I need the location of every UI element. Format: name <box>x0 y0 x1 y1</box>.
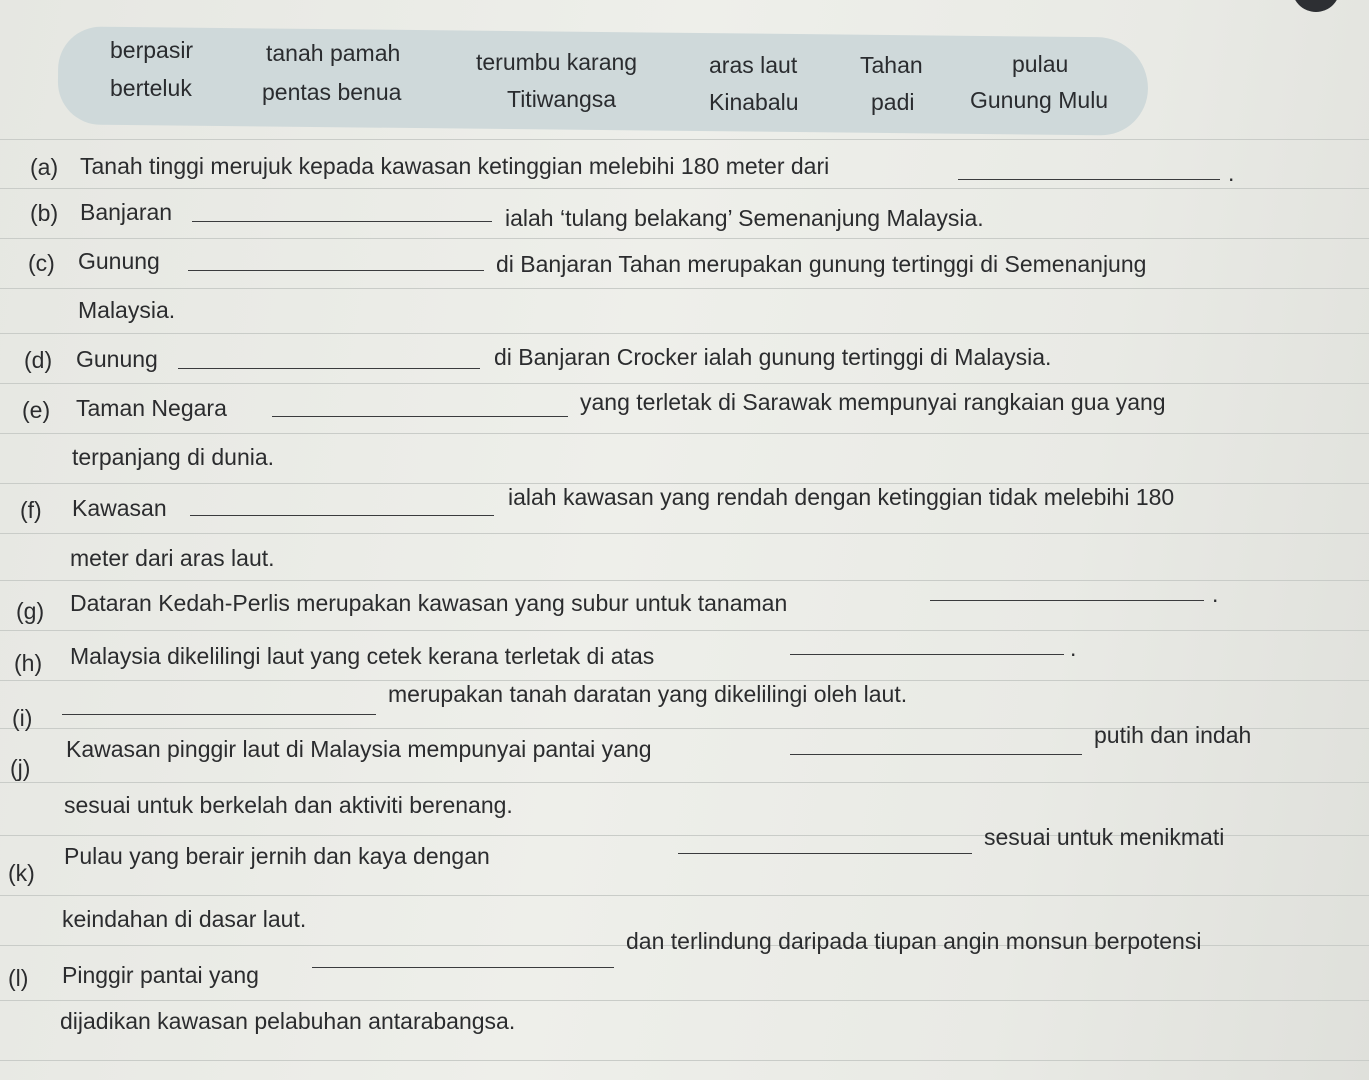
question-text: Kawasan pinggir laut di Malaysia mempunyai pantai yang <box>66 736 652 762</box>
question-text: Kawasan <box>72 495 167 521</box>
ruled-line <box>0 580 1369 581</box>
word-bank-item: aras laut <box>709 52 798 78</box>
answer-blank[interactable] <box>958 179 1220 180</box>
ruled-line <box>0 1060 1369 1061</box>
answer-blank[interactable] <box>62 714 376 715</box>
question-text: dijadikan kawasan pelabuhan antarabangsa. <box>60 1008 516 1034</box>
question-text: ialah ‘tulang belakang’ Semenanjung Malaysia. <box>505 205 984 231</box>
question-text: merupakan tanah daratan yang dikelilingi oleh laut. <box>388 681 908 707</box>
ruled-line <box>0 895 1369 896</box>
word-bank-box <box>58 26 1149 135</box>
question-text: . <box>1212 581 1219 607</box>
answer-blank[interactable] <box>790 654 1064 655</box>
question-text: di Banjaran Crocker ialah gunung tertinggi di Malaysia. <box>494 344 1052 370</box>
question-letter: (e) <box>22 397 51 423</box>
ruled-line <box>0 333 1369 334</box>
question-text: ialah kawasan yang rendah dengan ketinggian tidak melebihi 180 <box>508 484 1175 510</box>
word-bank-item: berpasir <box>110 37 194 63</box>
word-bank-item: Tahan <box>860 52 923 78</box>
question-text: Dataran Kedah-Perlis merupakan kawasan yang subur untuk tanaman <box>70 590 788 616</box>
question-text: yang terletak di Sarawak mempunyai rangkaian gua yang <box>580 389 1166 415</box>
question-text: Malaysia dikelilingi laut yang cetek kerana terletak di atas <box>70 643 655 669</box>
question-text: Gunung <box>76 346 158 372</box>
question-text: Gunung <box>78 248 160 274</box>
question-letter: (b) <box>30 200 59 226</box>
word-bank-item: Kinabalu <box>709 89 799 115</box>
question-letter: (i) <box>12 705 33 731</box>
question-text: keindahan di dasar laut. <box>62 906 307 932</box>
question-text: sesuai untuk berkelah dan aktiviti berenang. <box>64 792 513 818</box>
ruled-line <box>0 433 1369 434</box>
word-bank-item: terumbu karang <box>476 49 638 75</box>
question-text: . <box>1070 635 1077 661</box>
question-text: meter dari aras laut. <box>70 545 275 571</box>
word-bank-item: padi <box>871 89 915 115</box>
question-letter: (c) <box>28 250 55 276</box>
answer-blank[interactable] <box>930 600 1204 601</box>
ruled-line <box>0 1000 1369 1001</box>
word-bank-item: Gunung Mulu <box>970 87 1109 113</box>
question-text: terpanjang di dunia. <box>72 444 275 470</box>
question-letter: (j) <box>10 755 31 781</box>
question-text: Pulau yang berair jernih dan kaya dengan <box>64 843 490 869</box>
ruled-line <box>0 288 1369 289</box>
ruled-line <box>0 533 1369 534</box>
question-text: sesuai untuk menikmati <box>984 824 1225 850</box>
answer-blank[interactable] <box>312 967 614 968</box>
ruled-line <box>0 383 1369 384</box>
question-text: putih dan indah <box>1094 722 1252 748</box>
answer-blank[interactable] <box>272 416 568 417</box>
ruled-line <box>0 238 1369 239</box>
word-bank-item: pentas benua <box>262 79 402 105</box>
answer-blank[interactable] <box>188 270 484 271</box>
page-corner-shadow <box>1292 0 1340 12</box>
question-letter: (h) <box>14 650 43 676</box>
question-letter: (d) <box>24 347 53 373</box>
question-letter: (a) <box>30 154 59 180</box>
word-bank-item: berteluk <box>110 75 192 101</box>
question-text: . <box>1228 160 1235 186</box>
word-bank-item: Titiwangsa <box>507 86 617 112</box>
question-text: Banjaran <box>80 199 173 225</box>
question-letter: (l) <box>8 965 29 991</box>
answer-blank[interactable] <box>178 368 480 369</box>
word-bank-item: tanah pamah <box>266 40 401 66</box>
question-letter: (g) <box>16 598 45 624</box>
answer-blank[interactable] <box>190 515 494 516</box>
question-letter: (k) <box>8 860 35 886</box>
question-text: Taman Negara <box>76 395 227 421</box>
question-text: Tanah tinggi merujuk kepada kawasan ketinggian melebihi 180 meter dari <box>80 153 830 179</box>
answer-blank[interactable] <box>790 754 1082 755</box>
question-text: Malaysia. <box>78 297 176 323</box>
ruled-line <box>0 188 1369 189</box>
ruled-line <box>0 782 1369 783</box>
question-letter: (f) <box>20 497 42 523</box>
question-text: di Banjaran Tahan merupakan gunung tertinggi di Semenanjung <box>496 251 1147 277</box>
answer-blank[interactable] <box>678 853 972 854</box>
question-text: dan terlindung daripada tiupan angin monsun berpotensi <box>626 928 1202 954</box>
answer-blank[interactable] <box>192 221 492 222</box>
ruled-line <box>0 630 1369 631</box>
question-text: Pinggir pantai yang <box>62 962 259 988</box>
ruled-line <box>0 139 1369 140</box>
word-bank-item: pulau <box>1012 51 1069 77</box>
